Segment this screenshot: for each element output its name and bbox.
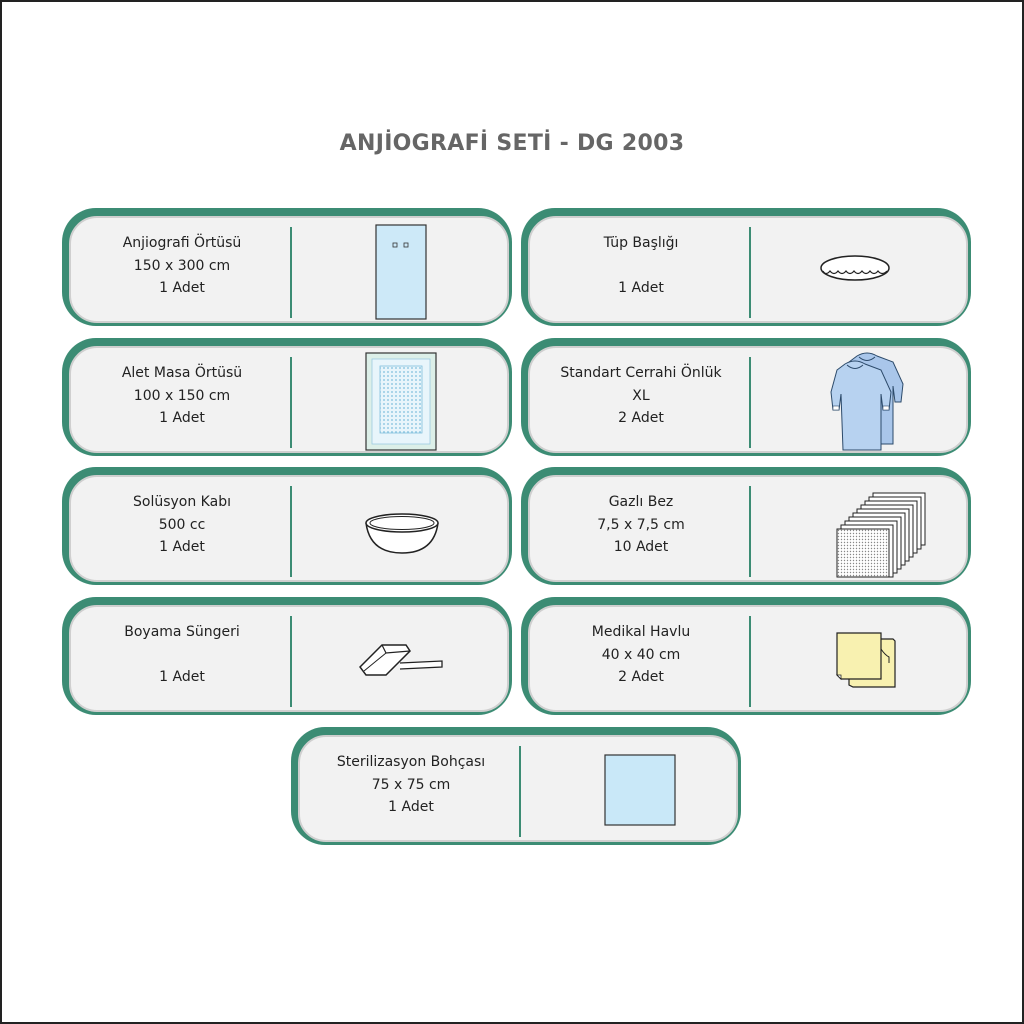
item-size: 150 x 300 cm — [133, 257, 231, 274]
divider — [749, 486, 751, 577]
item-size: 40 x 40 cm — [601, 646, 681, 663]
item-size: 7,5 x 7,5 cm — [597, 516, 685, 533]
item-quantity: 1 Adet — [159, 539, 205, 555]
solution-bowl-icon — [294, 475, 504, 582]
divider — [749, 227, 751, 318]
item-size: 75 x 75 cm — [371, 776, 451, 793]
angiography-drape-icon — [294, 216, 504, 323]
item-size: XL — [632, 387, 650, 404]
item-name: Medikal Havlu — [591, 624, 691, 640]
product-card-surgical-gown — [521, 338, 971, 456]
tube-cover-icon — [753, 216, 963, 323]
item-name: Standart Cerrahi Önlük — [560, 365, 722, 381]
divider — [290, 616, 292, 707]
product-card-prep-sponge — [62, 597, 512, 715]
product-card-instrument-table-cover — [62, 338, 512, 456]
divider — [290, 486, 292, 577]
sterilization-wrap-icon — [523, 735, 733, 842]
divider — [290, 357, 292, 448]
medical-towel-icon — [753, 605, 963, 712]
surgical-gown-icon — [753, 346, 963, 453]
product-card-tube-cover — [521, 208, 971, 326]
item-quantity: 1 Adet — [159, 410, 205, 426]
gauze-pads-icon — [753, 475, 963, 582]
divider — [290, 227, 292, 318]
item-name: Anjiografi Örtüsü — [122, 235, 242, 251]
item-quantity: 1 Adet — [618, 280, 664, 296]
product-card-medical-towel — [521, 597, 971, 715]
item-size: 100 x 150 cm — [133, 387, 231, 404]
instrument-table-cover-icon — [294, 346, 504, 453]
item-quantity: 2 Adet — [618, 410, 664, 426]
product-card-angiography-drape — [62, 208, 512, 326]
item-name: Solüsyon Kabı — [133, 494, 231, 510]
item-size — [74, 644, 290, 667]
item-name: Sterilizasyon Bohçası — [336, 754, 486, 770]
item-quantity: 2 Adet — [618, 669, 664, 685]
divider — [749, 357, 751, 448]
item-quantity: 1 Adet — [159, 280, 205, 296]
item-name: Tüp Başlığı — [603, 235, 679, 251]
prep-sponge-icon — [294, 605, 504, 712]
divider — [749, 616, 751, 707]
item-size: 500 cc — [158, 516, 206, 533]
product-card-solution-bowl — [62, 467, 512, 585]
item-quantity: 1 Adet — [388, 799, 434, 815]
item-quantity: 1 Adet — [159, 669, 205, 685]
product-card-sterilization-wrap — [291, 727, 741, 845]
item-name: Alet Masa Örtüsü — [121, 365, 243, 381]
item-size — [533, 255, 749, 278]
item-name: Boyama Süngeri — [124, 624, 240, 640]
product-card-gauze-pads — [521, 467, 971, 585]
divider — [519, 746, 521, 837]
item-name: Gazlı Bez — [608, 494, 674, 510]
page-title: ANJİOGRAFİ SETİ - DG 2003 — [339, 131, 685, 156]
item-quantity: 10 Adet — [613, 539, 669, 555]
